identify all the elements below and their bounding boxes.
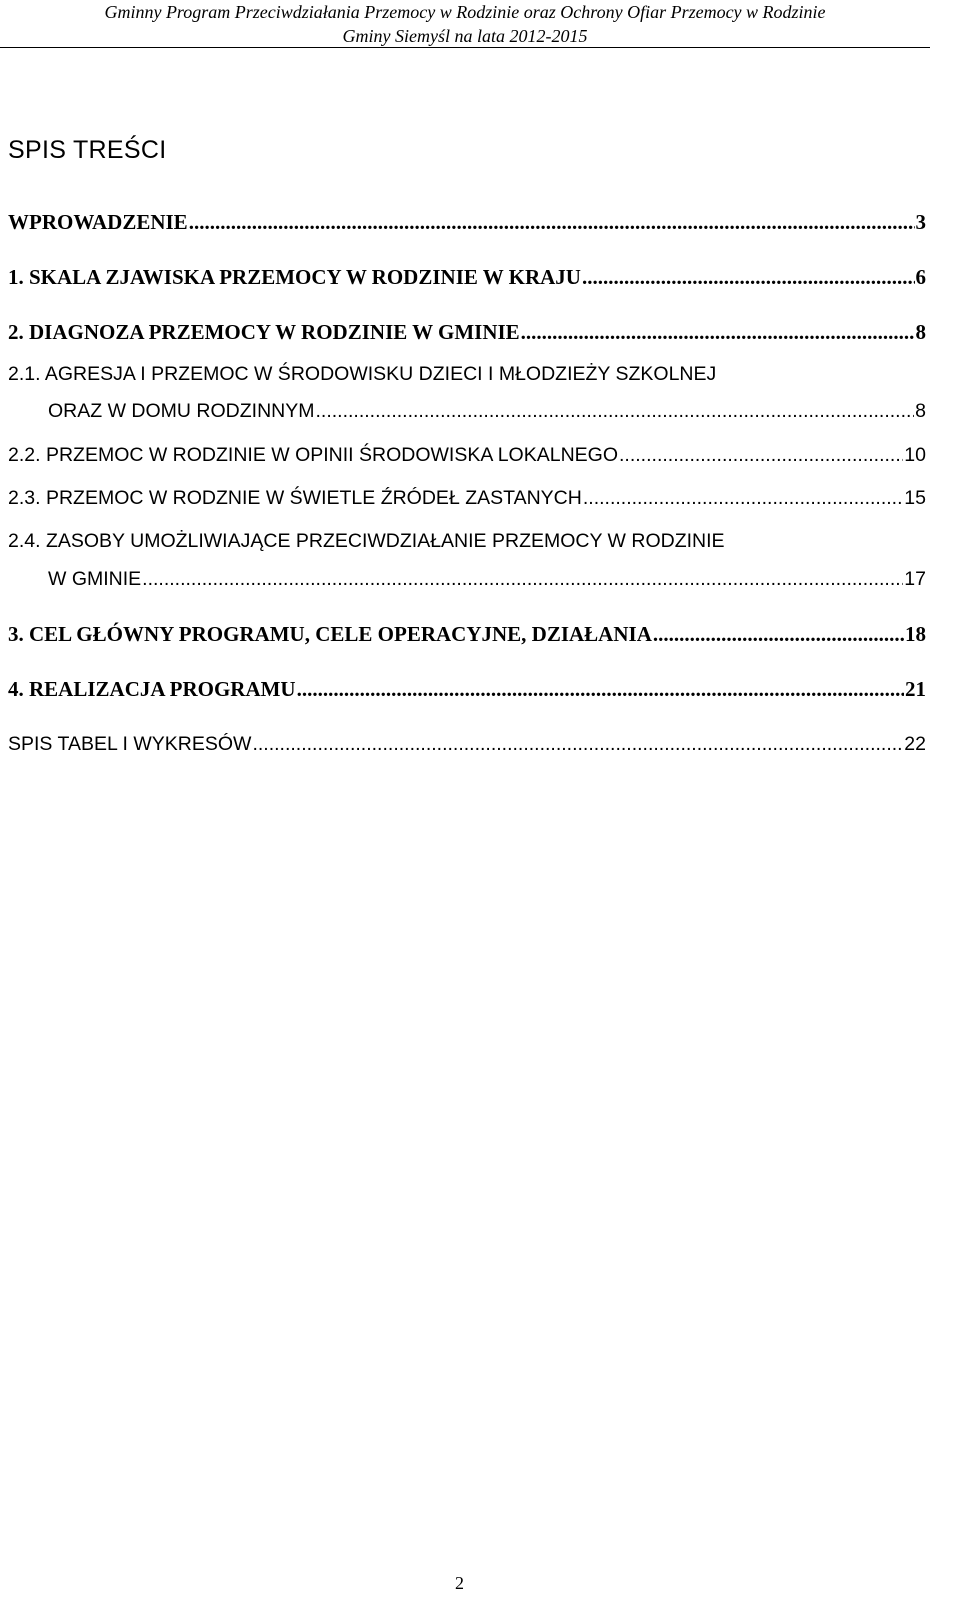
toc-heading: SPIS TREŚCI — [8, 136, 167, 164]
toc-leader-dots — [619, 444, 903, 467]
toc-leader-dots — [297, 677, 904, 702]
toc-entry-chapter-3[interactable] — [8, 622, 926, 647]
toc-entry-page: 17 — [904, 568, 926, 590]
toc-entry-section-2-3[interactable] — [8, 487, 926, 510]
page-number: 2 — [455, 1573, 464, 1593]
toc-entry-page: 18 — [905, 622, 926, 646]
header-subtitle-line: Gminy Siemyśl na lata 2012-2015 — [342, 26, 588, 46]
toc-entry-title: 4. REALIZACJA PROGRAMU — [8, 677, 296, 701]
header-divider — [0, 47, 930, 48]
toc-entry-title: 2. DIAGNOZA PRZEMOCY W RODZINIE W GMINIE — [8, 320, 520, 344]
toc-entry-2-4-first-line[interactable]: 2.4. ZASOBY UMOŻLIWIAJĄCE PRZECIWDZIAŁANIE PRZEMOCY W RODZINIE — [8, 530, 725, 552]
toc-leader-dots — [315, 400, 914, 423]
toc-entry-chapter-2[interactable] — [8, 320, 926, 345]
toc-entry-page: 21 — [905, 677, 926, 701]
toc-entry-page: 15 — [904, 487, 926, 509]
toc-entry-page: 10 — [904, 444, 926, 466]
toc-entry-2-1-first-line[interactable]: 2.1. AGRESJA I PRZEMOC W ŚRODOWISKU DZIECI I MŁODZIEŻY SZKOLNEJ — [8, 363, 717, 385]
toc-entry-page: 8 — [915, 400, 926, 422]
toc-entry-title: W GMINIE — [48, 568, 142, 590]
toc-leader-dots — [653, 622, 904, 647]
toc-leader-dots — [583, 487, 903, 510]
toc-entry-title: 2.3. PRZEMOC W RODZNIE W ŚWIETLE ŹRÓDEŁ ZASTANYCH — [8, 487, 582, 509]
toc-entry-page: 8 — [915, 320, 926, 344]
toc-entry-title: 2.2. PRZEMOC W RODZINIE W OPINII ŚRODOWISKA LOKALNEGO — [8, 444, 619, 466]
toc-entry-section-2-4[interactable] — [48, 568, 926, 591]
toc-entry-list-of-tables[interactable] — [8, 733, 926, 756]
toc-entry-introduction[interactable] — [8, 210, 926, 235]
toc-leader-dots — [189, 210, 915, 235]
toc-entry-section-2-1[interactable] — [48, 400, 926, 423]
running-header — [0, 0, 930, 48]
toc-entry-chapter-1[interactable] — [8, 265, 926, 290]
toc-entry-page: 22 — [904, 733, 926, 755]
toc-leader-dots — [521, 320, 915, 345]
toc-leader-dots — [142, 568, 903, 591]
toc-entry-section-2-2[interactable] — [8, 444, 926, 467]
toc-entry-title: 3. CEL GŁÓWNY PROGRAMU, CELE OPERACYJNE, DZIAŁANIA — [8, 622, 652, 646]
header-title-line: Gminny Program Przeciwdziałania Przemocy w Rodzinie oraz Ochrony Ofiar Przemocy w Rodzinie — [104, 2, 826, 22]
toc-entry-page: 6 — [915, 265, 926, 289]
toc-entry-chapter-4[interactable] — [8, 677, 926, 702]
toc-entry-title: 1. SKALA ZJAWISKA PRZEMOCY W RODZINIE W KRAJU — [8, 265, 581, 289]
toc-entry-page: 3 — [915, 210, 926, 234]
toc-entry-title: ORAZ W DOMU RODZINNYM — [48, 400, 315, 422]
toc-leader-dots — [582, 265, 915, 290]
toc-entry-title: WPROWADZENIE — [8, 210, 188, 234]
toc-entry-title: SPIS TABEL I WYKRESÓW — [8, 733, 252, 755]
toc-leader-dots — [252, 733, 903, 756]
